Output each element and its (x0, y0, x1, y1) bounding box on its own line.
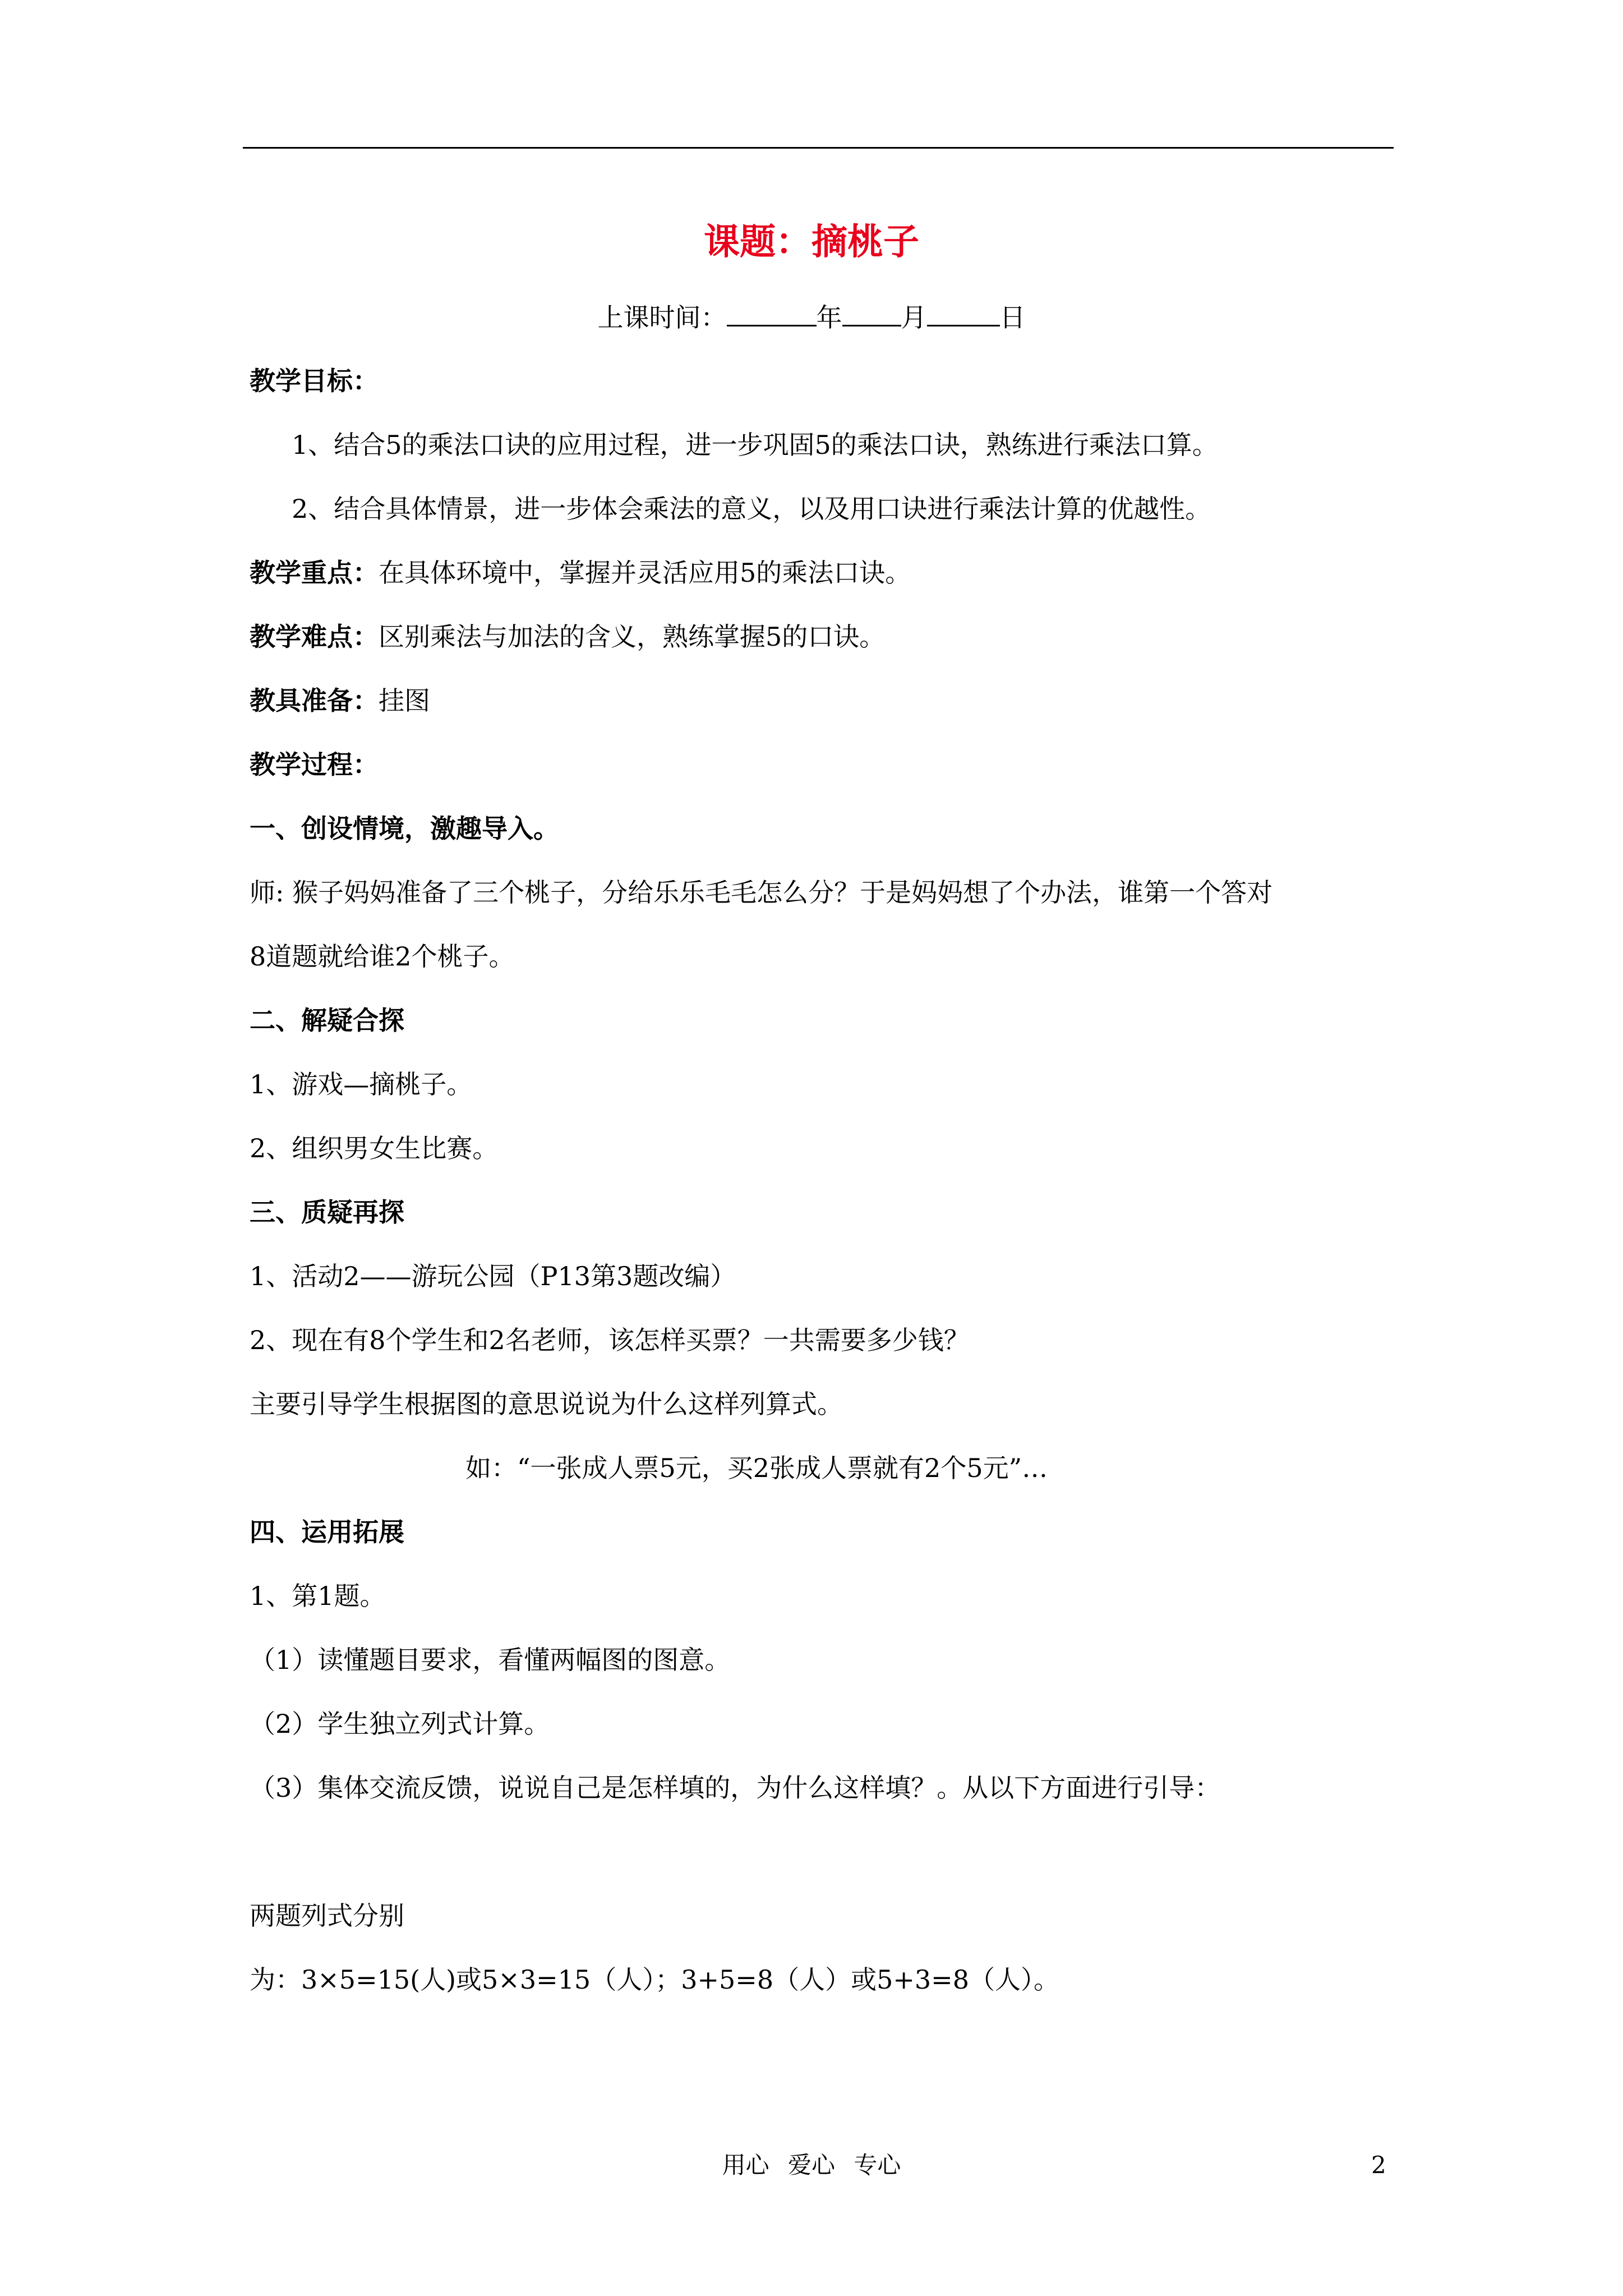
section1-line: 8道题就给谁2个桃子。 (250, 941, 515, 972)
difficulty-label: 教学难点： (250, 622, 379, 652)
year-blank (727, 300, 817, 326)
section4-line: （1）读懂题目要求，看懂两幅图的图意。 (250, 1645, 731, 1675)
date-line (0, 300, 1623, 334)
page-number: 2 (1371, 2151, 1386, 2179)
day-blank (927, 300, 1000, 326)
section3-line: 主要引导学生根据图的意思说说为什么这样列算式。 (250, 1389, 843, 1419)
section3-heading: 三、质疑再探 (250, 1197, 404, 1227)
objective-item: 2、结合具体情景，进一步体会乘法的意义，以及用口诀进行乘法计算的优越性。 (292, 494, 1211, 524)
materials (250, 684, 430, 717)
section4-line: 1、第1题。 (250, 1581, 386, 1611)
section4-heading: 四、运用拓展 (250, 1517, 404, 1547)
materials-label: 教具准备： (250, 685, 379, 716)
section2-heading: 二、解疑合探 (250, 1005, 404, 1036)
date-month-label: 月 (901, 302, 927, 333)
section4-tail: 两题列式分别 (250, 1901, 404, 1931)
difficulty (250, 620, 885, 654)
section4-line: （3）集体交流反馈，说说自己是怎样填的，为什么这样填？。从以下方面进行引导： (250, 1773, 1221, 1803)
page-title: 课题：摘桃子 (704, 221, 919, 263)
section3-example: 如：“一张成人票5元，买2张成人票就有2个5元”… (465, 1453, 1048, 1483)
date-year-label: 年 (816, 302, 842, 333)
section4-line: （2）学生独立列式计算。 (250, 1709, 550, 1739)
section2-line: 1、游戏—摘桃子。 (250, 1069, 473, 1099)
header-rule (243, 147, 1394, 149)
section3-line: 1、活动2——游玩公园（P13第3题改编） (250, 1261, 736, 1291)
difficulty-text: 区别乘法与加法的含义，熟练掌握5的口诀。 (379, 622, 886, 652)
month-blank (842, 300, 901, 326)
footer-motto: 用心 爱心 专心 (722, 2151, 901, 2179)
key-point-label: 教学重点： (250, 558, 379, 588)
section4-tail: 为：3×5=15(人)或5×3=15（人）；3+5=8（人）或5+3=8（人）。 (250, 1964, 1059, 1995)
date-prefix: 上课时间： (597, 302, 727, 333)
section3-line: 2、现在有8个学生和2名老师，该怎样买票？一共需要多少钱？ (250, 1325, 970, 1355)
section1-heading: 一、创设情境，激趣导入。 (250, 813, 559, 844)
section2-line: 2、组织男女生比赛。 (250, 1133, 499, 1163)
section1-line: 师: 猴子妈妈准备了三个桃子，分给乐乐毛毛怎么分？于是妈妈想了个办法，谁第一个答对 (250, 877, 1273, 908)
objectives-heading: 教学目标： (250, 366, 379, 396)
process-heading: 教学过程： (250, 749, 379, 780)
key-point (250, 556, 911, 590)
materials-text: 挂图 (379, 685, 430, 716)
date-day-label: 日 (999, 302, 1026, 333)
objective-item: 1、结合5的乘法口诀的应用过程，进一步巩固5的乘法口诀，熟练进行乘法口算。 (292, 430, 1218, 460)
key-point-text: 在具体环境中，掌握并灵活应用5的乘法口诀。 (379, 558, 911, 588)
